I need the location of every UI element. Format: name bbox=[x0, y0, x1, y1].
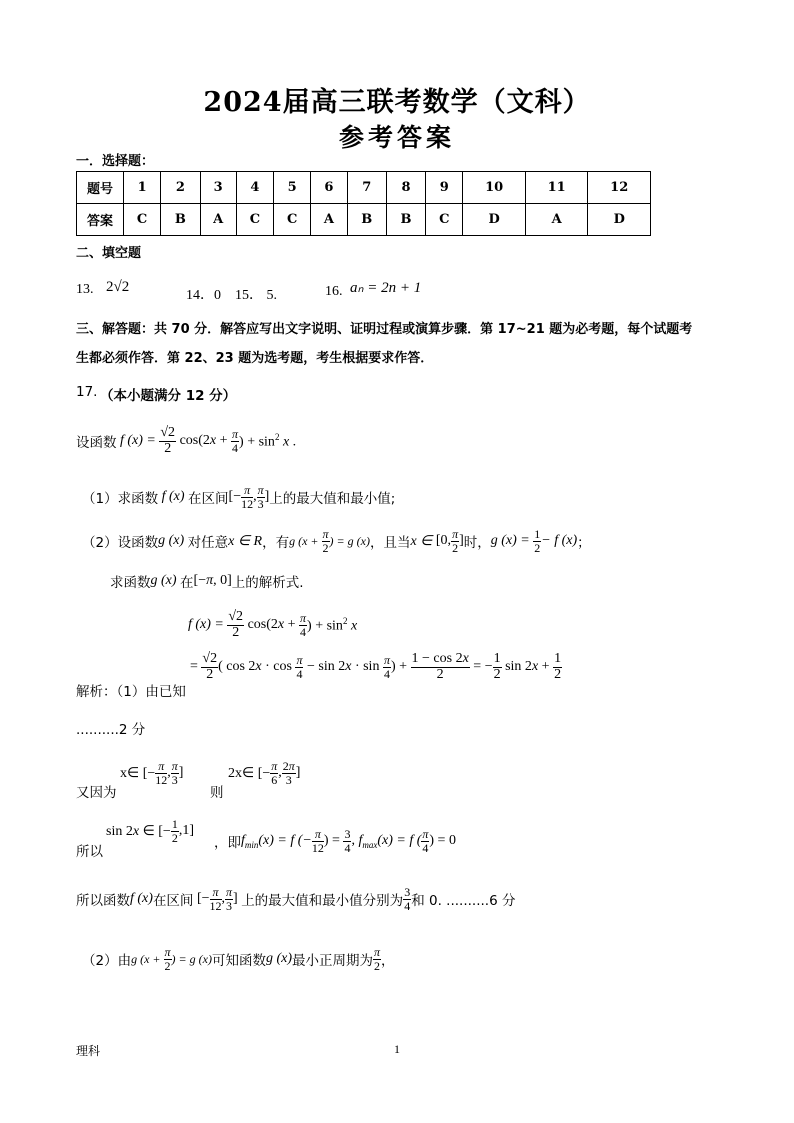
part2-prefix: （2）设函数 bbox=[82, 535, 159, 552]
q17-number: 17. bbox=[76, 384, 98, 400]
table-cell: C bbox=[274, 204, 311, 236]
period-text: 最小正周期为 bbox=[292, 953, 373, 970]
table-cell: 9 bbox=[426, 172, 463, 204]
fmin-fmax-formula: ，即 $f_{min}(x) = f$ (− $\frac{\pi}{12}$ ) = $\frac{3}{4}$ , $f_{max}(x) = f$ ( $\frac{\pi}{4}$ ) = 0 bbox=[214, 827, 456, 855]
so-func-label: 所以函数 bbox=[76, 893, 130, 910]
part2-c: ，且当 bbox=[369, 535, 411, 552]
ie-label: ，即 bbox=[214, 835, 241, 852]
part2-line2-suffix: 上的解析式. bbox=[231, 575, 304, 591]
q17-part1: （1）求函数 f (x) 在区间 [− $\frac{\pi}{12}$ , $\frac{\pi}{3}$ ] 上的最大值和最小值; bbox=[82, 483, 396, 511]
part1-mid: 在区间 bbox=[188, 491, 229, 508]
page-subtitle: 参考答案 bbox=[338, 123, 455, 152]
footer-left: 理科 bbox=[76, 1044, 101, 1058]
max-min-conclusion: 所以函数 f (x) 在区间 [− $\frac{\pi}{12}$ , $\frac{\pi}{3}$ ] 上的最大值和最小值分别为 $\frac{3}{4}$ 和 0. ..........6 分 bbox=[76, 885, 516, 913]
table-cell: B bbox=[161, 204, 200, 236]
q15-answer: 15． 5. bbox=[235, 288, 277, 303]
part2-sol-prefix: （2）由 bbox=[82, 953, 132, 970]
table-row-numbers bbox=[77, 172, 651, 204]
setup-prefix: 设函数 bbox=[76, 435, 117, 452]
part2-solution: （2）由 g (x + $\frac{\pi}{2}$ ) = g (x) 可知函数 g (x) 最小正周期为 $\frac{\pi}{2}$ ， bbox=[82, 945, 395, 973]
formula-sin2: ) + $\sin^2 x$ . bbox=[239, 431, 297, 450]
q13-label: 13. bbox=[76, 282, 94, 297]
section2-heading: 二、填空题 bbox=[76, 246, 142, 261]
answer-table bbox=[76, 171, 651, 236]
fraction-pi-over-3: $\frac{\pi}{3}$ bbox=[257, 483, 264, 511]
q14-answer: 14．0 bbox=[186, 288, 221, 303]
range-x: x∈ [− $\frac{\pi}{12}$ , $\frac{\pi}{3}$ ] bbox=[120, 759, 184, 787]
section3-line2: 生都必须作答．第 22、23 题为选考题，考生根据要求作答． bbox=[76, 351, 434, 366]
table-cell: 10 bbox=[463, 172, 526, 204]
table-cell: 1 bbox=[124, 172, 161, 204]
solution-formula-1: f (x) = $\frac{√2}{2}$ cos(2x + $\frac{\pi}{4}$ ) + $\sin^2 x$ bbox=[188, 609, 358, 640]
table-cell: 7 bbox=[347, 172, 386, 204]
table-cell: A bbox=[525, 204, 588, 236]
table-cell: A bbox=[311, 204, 347, 236]
range-2x: 2x∈ [− $\frac{\pi}{6}$ , $\frac{2\pi}{3}$ ] bbox=[228, 759, 301, 787]
score-2: ..........2 分 bbox=[76, 722, 146, 738]
page-number: 1 bbox=[394, 1042, 400, 1056]
in-interval-label: 在区间 bbox=[152, 893, 194, 910]
table-cell: C bbox=[426, 204, 463, 236]
table-cell: 8 bbox=[386, 172, 425, 204]
table-cell: C bbox=[124, 204, 161, 236]
formula-fx-def: f (x) = bbox=[116, 433, 160, 449]
interval-open: [− bbox=[228, 489, 242, 505]
table-cell: 12 bbox=[588, 172, 651, 204]
table-label-answer: 答案 bbox=[77, 204, 124, 236]
and-zero-score: 和 0. ..........6 分 bbox=[411, 893, 516, 910]
part2-b: ，有 bbox=[262, 535, 290, 552]
part2-line2-mid: 在 bbox=[180, 575, 194, 591]
table-label-number: 题号 bbox=[77, 172, 124, 204]
table-cell: 2 bbox=[161, 172, 200, 204]
table-cell: 5 bbox=[274, 172, 311, 204]
part2-sol-mid: 可知函数 bbox=[211, 953, 266, 970]
table-cell: C bbox=[236, 204, 273, 236]
part2-a: 对任意 bbox=[187, 535, 229, 552]
page-title: 2024届高三联考数学（文科） bbox=[203, 87, 591, 118]
formula-cos: cos(2x + bbox=[176, 433, 232, 449]
q17-part2-line2: 求函数 g (x) 在 [−π, 0] 上的解析式. bbox=[110, 573, 304, 591]
table-cell: 3 bbox=[200, 172, 236, 204]
part1-suffix: 上的最大值和最小值; bbox=[269, 491, 396, 508]
solution-label: 解析：（1）由已知 bbox=[76, 684, 186, 700]
table-cell: D bbox=[588, 204, 651, 236]
section3-line1: 三、解答题：共 70 分．解答应写出文字说明、证明过程或演算步骤．第 17~21 题为必考题，每个试题考 bbox=[76, 322, 693, 337]
q13-answer: 2√2 bbox=[106, 279, 130, 295]
max-min-text: 上的最大值和最小值分别为 bbox=[241, 893, 404, 910]
table-row-answers bbox=[77, 204, 651, 236]
fraction-pi-over-12: $\frac{\pi}{12}$ bbox=[241, 483, 254, 511]
table-cell: 4 bbox=[236, 172, 273, 204]
q17-part2: （2）设函数 g (x) 对任意 x ∈ R ，有 g (x + $\frac{\pi}{2}$ ) = g (x) ，且当 x ∈ [0, $\frac{\pi}{2}$ ] 时， g (x) = $\frac{1}{2}$ − f (x) ； bbox=[82, 527, 591, 555]
also-because: 又因为 bbox=[76, 785, 117, 801]
solution-formula-2: = $\frac{√2}{2}$ ( cos 2x · cos $\frac{\pi}{4}$ − sin 2x · sin $\frac{\pi}{4}$ ) + $\frac{1 - \cos 2x}{2}$ = − $\frac{1}{2}$ sin 2x + $\frac{1}{2}$ bbox=[190, 651, 562, 682]
comma: ， bbox=[381, 953, 395, 970]
table-cell: B bbox=[386, 204, 425, 236]
q16-label: 16. bbox=[325, 284, 343, 299]
q17-setup bbox=[76, 426, 296, 456]
part2-line2-prefix: 求函数 bbox=[110, 575, 151, 591]
formula-fx: f (x) bbox=[158, 489, 189, 505]
fraction-pi-over-4: $\frac{\pi}{4}$ bbox=[232, 427, 239, 455]
range-sin2x: sin 2x ∈ [− $\frac{1}{2}$ ,1] bbox=[106, 817, 194, 845]
table-cell: 11 bbox=[525, 172, 588, 204]
fraction-sqrt2-over-2: $\frac{√2}{2}$ bbox=[160, 425, 176, 456]
q17-header: （本小题满分 12 分） bbox=[100, 388, 237, 404]
table-cell: A bbox=[200, 204, 236, 236]
section1-heading: 一．选择题： bbox=[76, 154, 155, 169]
part2-end: ； bbox=[577, 535, 591, 552]
part1-prefix: （1）求函数 bbox=[82, 491, 159, 508]
then-label: 则 bbox=[210, 785, 224, 801]
part2-d: 时， bbox=[463, 535, 491, 552]
table-cell: 6 bbox=[311, 172, 347, 204]
table-cell: B bbox=[347, 204, 386, 236]
q16-answer: aₙ = 2n + 1 bbox=[350, 280, 422, 296]
table-cell: D bbox=[463, 204, 526, 236]
so-label: 所以 bbox=[76, 844, 103, 860]
